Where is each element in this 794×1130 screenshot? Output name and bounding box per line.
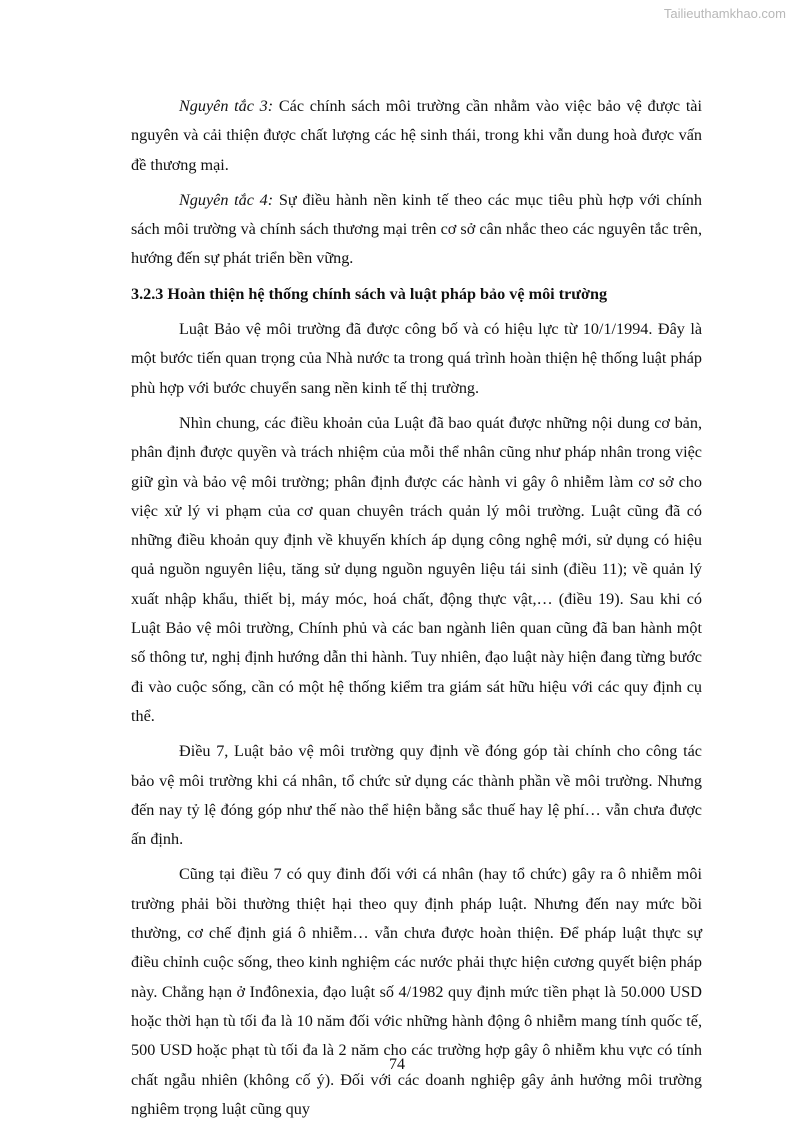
principle-4-label: Nguyên tắc 4:: [179, 190, 274, 209]
watermark: Tailieuthamkhao.com: [663, 6, 786, 21]
principle-4-text: Sự điều hành nền kinh tế theo các mục tiêu phù hợp với chính sách môi trường và chính sách thương mại trên cơ sở cân nhắc theo các nguyên tắc trên, hướng đến sự phát triển bền vững.: [131, 190, 702, 268]
paragraph-article-7-finance: Điều 7, Luật bảo vệ môi trường quy định về đóng góp tài chính cho công tác bảo vệ môi trường khi cá nhân, tổ chức sử dụng các thành phần về môi trường. Nhưng đến nay tỷ lệ đóng góp như thế nào thể hiện bằng sắc thuế hay lệ phí… vẫn chưa được ấn định.: [131, 742, 702, 849]
page-body: [131, 92, 702, 1130]
principle-3-label: Nguyên tắc 3:: [179, 97, 274, 115]
principle-4-paragraph: [131, 186, 702, 274]
principle-3-text: Các chính sách môi trường cần nhằm vào việc bảo vệ được tài nguyên và cải thiện được chất lượng các hệ sinh thái, trong khi vẫn dung hoà được vấn đề thương mại.: [131, 97, 702, 174]
section-heading: 3.2.3 Hoàn thiện hệ thống chính sách và luật pháp bảo vệ môi trường: [131, 284, 608, 303]
principle-3-paragraph: [131, 92, 702, 180]
paragraph-law-enacted: Luật Bảo vệ môi trường đã được công bố và có hiệu lực từ 10/1/1994. Đây là một bước tiến quan trọng của Nhà nước ta trong quá trình hoàn thiện hệ thống luật pháp phù hợp với bước chuyển sang nền kinh tế thị trường.: [131, 320, 702, 397]
page-number: 74: [389, 1056, 405, 1073]
paragraph-law-overview: Nhìn chung, các điều khoản của Luật đã bao quát được những nội dung cơ bản, phân định được quyền và trách nhiệm của mỗi thể nhân cũng như pháp nhân trong việc giữ gìn và bảo vệ môi trường; phân định được các hành vi gây ô nhiễm làm cơ sở cho việc xử lý vi phạm của cơ quan chuyên trách quản lý môi trường. Luật cũng đã có những điều khoản quy định về khuyến khích áp dụng công nghệ mới, sử dụng có hiệu quả nguồn nguyên liệu, tăng sử dụng nguồn nguyên liệu tái sinh (điều 11); về quản lý xuất nhập khẩu, thiết bị, máy móc, hoá chất, động thực vật,… (điều 19). Sau khi có Luật Bảo vệ môi trường, Chính phủ và các ban ngành liên quan cũng đã ban hành một số thông tư, nghị định hướng dẫn thi hành. Tuy nhiên, đạo luật này hiện đang từng bước đi vào cuộc sống, cần có một hệ thống kiểm tra giám sát hữu hiệu với các quy định cụ thể.: [131, 413, 702, 725]
paragraph-article-7-compensation: Cũng tại điều 7 có quy đinh đối với cá nhân (hay tổ chức) gây ra ô nhiễm môi trường phải bồi thường thiệt hại theo quy định pháp luật. Nhưng đến nay mức bồi thường, cơ chế định giá ô nhiễm… vẫn chưa được hoàn thiện. Để pháp luật thực sự điều chỉnh cuộc sống, theo kinh nghiệm các nước phải thực hiện cương quyết biện pháp này. Chẳng hạn ở Inđônexia, đạo luật số 4/1982 quy định mức tiền phạt là 50.000 USD hoặc thời hạn tù tối đa là 10 năm đối vớic những hành động ô nhiễm mang tính quốc tế, 500 USD hoặc phạt tù tối đa là 2 năm cho các trường hợp gây ô nhiễm khu vực có tính chất ngẫu nhiên (không cố ý). Đối với các doanh nghiệp gây ảnh hưởng môi trường nghiêm trọng luật cũng quy: [131, 865, 702, 1118]
